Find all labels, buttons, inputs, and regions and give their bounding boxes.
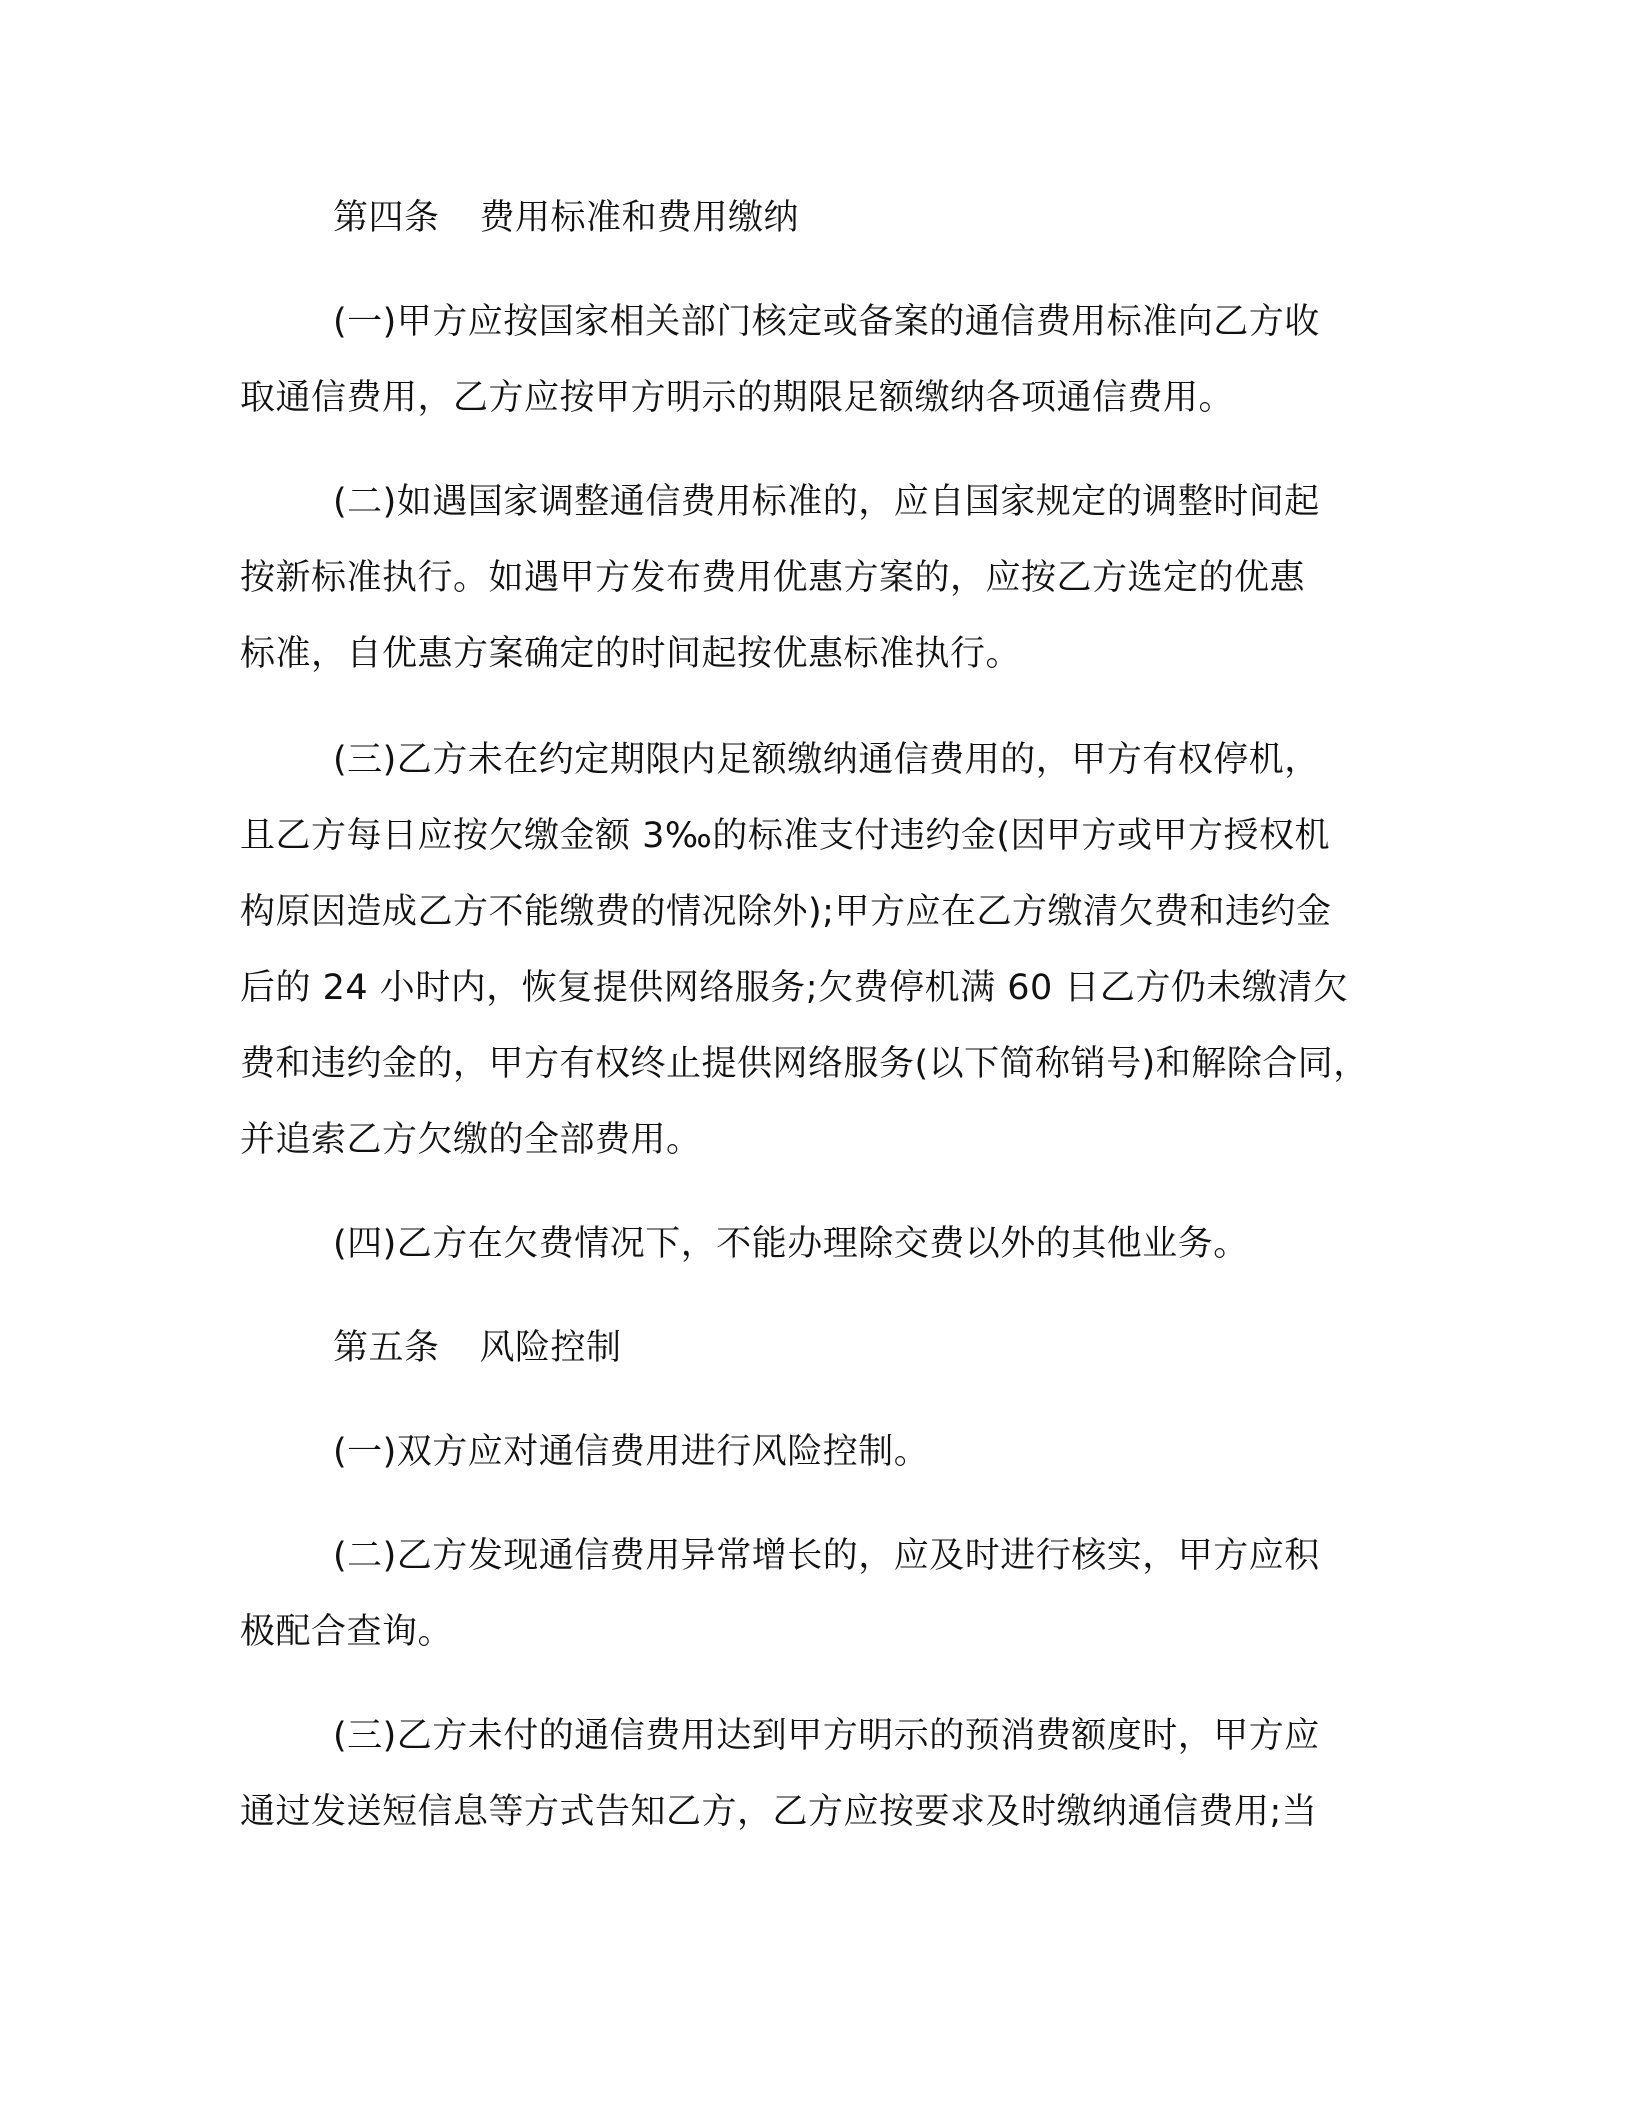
article-4-p3-line-1: (三)乙方未在约定期限内足额缴纳通信费用的，甲方有权停机， [333,740,1320,780]
article-5-p3-line-2: 通过发送短信息等方式告知乙方，乙方应按要求及时缴纳通信费用;当 [240,1792,1318,1832]
article-4-p1-line-1: (一)甲方应按国家相关部门核定或备案的通信费用标准向乙方收 [333,302,1320,342]
article-4-p3-line-3: 构原因造成乙方不能缴费的情况除外);甲方应在乙方缴清欠费和违约金 [240,892,1332,932]
article-4-p1-line-2: 取通信费用，乙方应按甲方明示的期限足额缴纳各项通信费用。 [240,378,1235,418]
article-4-heading [333,190,1420,246]
article-4-p3-line-6: 并追索乙方欠缴的全部费用。 [240,1120,702,1160]
article-4-p3-line-5: 费和违约金的，甲方有权终止提供网络服务(以下简称销号)和解除合同， [240,1044,1369,1084]
article-4-p4-line-1: (四)乙方在欠费情况下，不能办理除交费以外的其他业务。 [333,1224,1249,1264]
article-4-p3-line-4: 后的 24 小时内，恢复提供网络服务;欠费停机满 60 日乙方仍未缴清欠 [240,968,1349,1008]
article-5-p1-line-1: (一)双方应对通信费用进行风险控制。 [333,1432,930,1472]
article-5-p2-line-2: 极配合查询。 [240,1612,454,1652]
article-5-number: 第五条 [333,1328,440,1368]
article-5-title: 风险控制 [479,1328,622,1368]
article-4-title: 费用标准和费用缴纳 [479,198,800,238]
article-4-p2-line-1: (二)如遇国家调整通信费用标准的，应自国家规定的调整时间起 [333,482,1320,522]
article-5-p3-line-1: (三)乙方未付的通信费用达到甲方明示的预消费额度时，甲方应 [333,1716,1320,1756]
article-4-p2-line-2: 按新标准执行。如遇甲方发布费用优惠方案的，应按乙方选定的优惠 [240,558,1306,598]
article-4-p3-line-2: 且乙方每日应按欠缴金额 3‰的标准支付违约金(因甲方或甲方授权机 [240,816,1331,856]
article-5-heading [333,1320,1420,1376]
article-4-p2-line-3: 标准，自优惠方案确定的时间起按优惠标准执行。 [240,634,1022,674]
article-4-number: 第四条 [333,198,440,238]
article-5-p2-line-1: (二)乙方发现通信费用异常增长的，应及时进行核实，甲方应积 [333,1536,1320,1576]
